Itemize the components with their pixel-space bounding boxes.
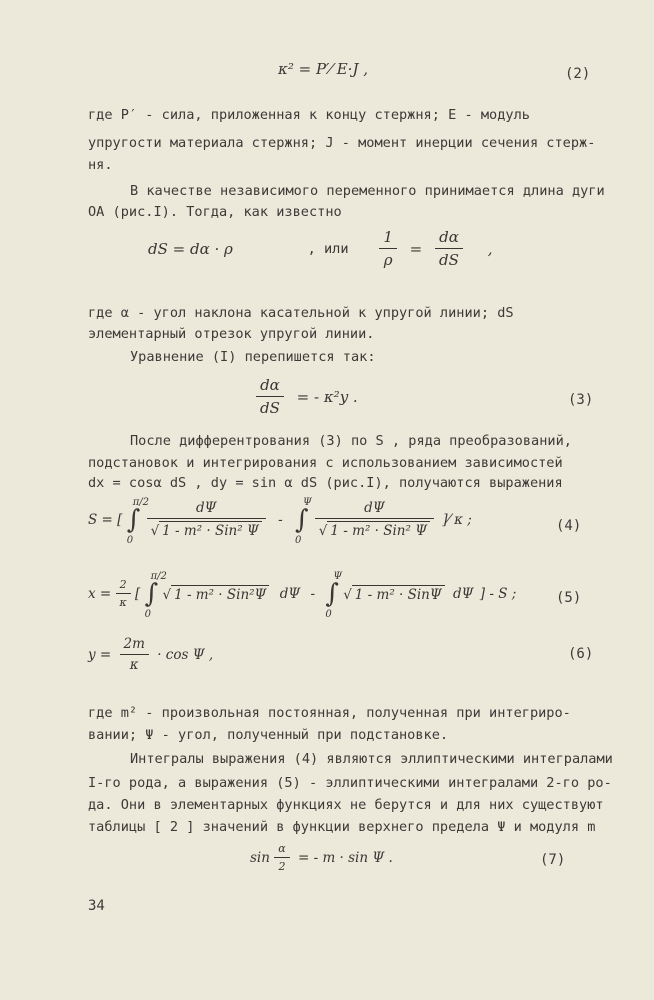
equation-6-rhs: · cos Ψ , xyxy=(157,646,214,663)
integral-1-upper: π/2 xyxy=(132,496,150,508)
fraction-2-over-kappa xyxy=(116,578,131,609)
text-line-12: где m² - произвольная постоянная, полученная при интегриро- xyxy=(88,705,571,721)
fraction-4a xyxy=(147,500,266,539)
fraction-5-coef-denominator: κ xyxy=(116,593,131,609)
differential-5b: dΨ xyxy=(453,585,474,602)
minus-sign-4: - xyxy=(278,511,283,528)
text-line-2: упругости материала стержня; J - момент инерции сечения стерж- xyxy=(88,135,596,151)
equation-arc-length xyxy=(148,228,492,269)
integral-2-upper: Ψ xyxy=(302,496,312,508)
text-line-15: I-го рода, а выражения (5) - эллиптическими интегралами 2-го ро- xyxy=(88,775,612,791)
equation-5-number: (5) xyxy=(556,590,582,606)
text-line-13: вании; Ψ - угол, полученный при подстановке. xyxy=(88,727,449,743)
fraction-4a-denominator: √ 1 - m² · Sin² Ψ xyxy=(147,518,266,539)
minus-sign-5: - xyxy=(310,585,316,602)
equation-arc-length-left: dS = dα · ρ xyxy=(148,239,233,258)
equation-6 xyxy=(88,636,213,673)
equation-arc-length-tail: , xyxy=(487,239,493,258)
radical-4b: 1 - m² · Sin² Ψ xyxy=(327,521,430,539)
text-line-14: Интегралы выражения (4) являются эллиптическими интегралами xyxy=(130,751,613,767)
bracket-open-5: [ xyxy=(135,585,141,602)
differential-5a: dΨ xyxy=(279,585,301,602)
radical-5b: 1 - m² · SinΨ xyxy=(352,585,445,603)
equation-separator: , или xyxy=(307,240,349,257)
equation-5 xyxy=(88,570,517,620)
text-line-1: где P′ - сила, приложенная к концу стержня; E - модуль xyxy=(88,107,530,123)
equation-4-tail: ]⁄ κ ; xyxy=(442,511,472,528)
radical-5a-wrap: √ 1 - m² · Sin²Ψ xyxy=(162,585,269,603)
fraction-4a-numerator: dΨ xyxy=(195,500,217,516)
page-number: 34 xyxy=(88,898,105,914)
equation-5-tail: ] - S ; xyxy=(479,585,517,602)
equation-2-number: (2) xyxy=(565,66,591,82)
radical-5a: 1 - m² · Sin²Ψ xyxy=(171,585,269,603)
fraction-ds-denominator: dS xyxy=(435,248,463,269)
radical-5b-wrap: √ 1 - m² · SinΨ xyxy=(343,585,445,603)
integral-sign-4: ∫ Ψ 0 xyxy=(325,570,343,620)
equation-3-number: (3) xyxy=(568,392,594,408)
equation-5-lhs: x = xyxy=(88,585,112,602)
integral-sign-1: ∫ π/2 0 xyxy=(126,496,150,546)
fraction-curvature xyxy=(379,228,397,269)
equation-6-number: (6) xyxy=(568,646,594,662)
text-line-5: ОА (рис.I). Тогда, как известно xyxy=(88,204,342,220)
equation-6-lhs: y = xyxy=(88,646,112,663)
equation-4-number: (4) xyxy=(556,518,582,534)
text-line-4: В качестве независимого переменного принимается длина дуги xyxy=(130,183,605,199)
radical-4a: 1 - m² · Sin² Ψ xyxy=(159,521,262,539)
equation-3 xyxy=(256,376,358,417)
fraction-4b xyxy=(315,500,434,539)
text-line-16: да. Они в элементарных функциях не берутся и для них существуют xyxy=(88,797,604,813)
integral-sign-2: ∫ Ψ 0 xyxy=(294,496,312,546)
equation-7-rhs: = - m · sin Ψ . xyxy=(297,849,393,866)
text-line-11: dx = cosα dS , dy = sin α dS (рис.I), получаются выражения xyxy=(88,475,563,491)
equation-7-number: (7) xyxy=(540,852,566,868)
fraction-4b-numerator: dΨ xyxy=(364,500,385,516)
equation-3-rhs: = - κ²y . xyxy=(296,387,358,406)
equation-4 xyxy=(88,496,472,546)
fraction-3-denominator: dS xyxy=(256,396,284,417)
text-line-7: элементарный отрезок упругой линии. xyxy=(88,326,375,342)
fraction-6-denominator: κ xyxy=(120,654,149,673)
integral-sign-3: ∫ π/2 0 xyxy=(144,570,167,620)
equation-2: κ² = P′⁄ E·J , xyxy=(278,60,368,78)
fraction-7-numerator: α xyxy=(278,842,286,855)
integral-3-lower: 0 xyxy=(144,608,151,620)
text-line-10: подстановок и интегрирования с использованием зависимостей xyxy=(88,455,563,471)
text-line-17: таблицы [ 2 ] значений в функции верхнего предела Ψ и модуля m xyxy=(88,819,596,835)
text-line-3: ня. xyxy=(88,157,113,173)
equals-sign: = xyxy=(409,239,423,258)
text-line-8: Уравнение (I) перепишется так: xyxy=(130,349,376,365)
fraction-5-coef-numerator: 2 xyxy=(119,578,127,591)
fraction-6-numerator: 2m xyxy=(123,636,145,652)
fraction-2m-over-kappa xyxy=(120,636,149,673)
equation-4-lhs: S = [ xyxy=(88,511,123,528)
fraction-3-numerator: dα xyxy=(260,376,280,394)
text-line-9: После дифферентрования (3) по S , ряда преобразований, xyxy=(130,433,572,449)
fraction-dalpha-ds-3 xyxy=(256,376,284,417)
integral-4-upper: Ψ xyxy=(333,570,343,582)
text-line-6: где α - угол наклона касательной к упругой линии; dS xyxy=(88,305,514,321)
fraction-dalpha-ds xyxy=(435,228,463,269)
fraction-7-denominator: 2 xyxy=(274,857,289,873)
integral-3-upper: π/2 xyxy=(150,570,167,582)
integral-4-lower: 0 xyxy=(325,608,332,620)
equation-7-lhs: sin xyxy=(250,849,270,866)
fraction-dalpha-numerator: dα xyxy=(439,228,459,246)
equation-7 xyxy=(250,842,393,873)
fraction-alpha-over-2 xyxy=(274,842,289,873)
fraction-curvature-denominator: ρ xyxy=(379,248,397,269)
integral-2-lower: 0 xyxy=(294,534,302,546)
integral-1-lower: 0 xyxy=(126,534,134,546)
fraction-curvature-numerator: 1 xyxy=(383,228,393,246)
fraction-4b-denominator: √ 1 - m² · Sin² Ψ xyxy=(315,518,434,539)
